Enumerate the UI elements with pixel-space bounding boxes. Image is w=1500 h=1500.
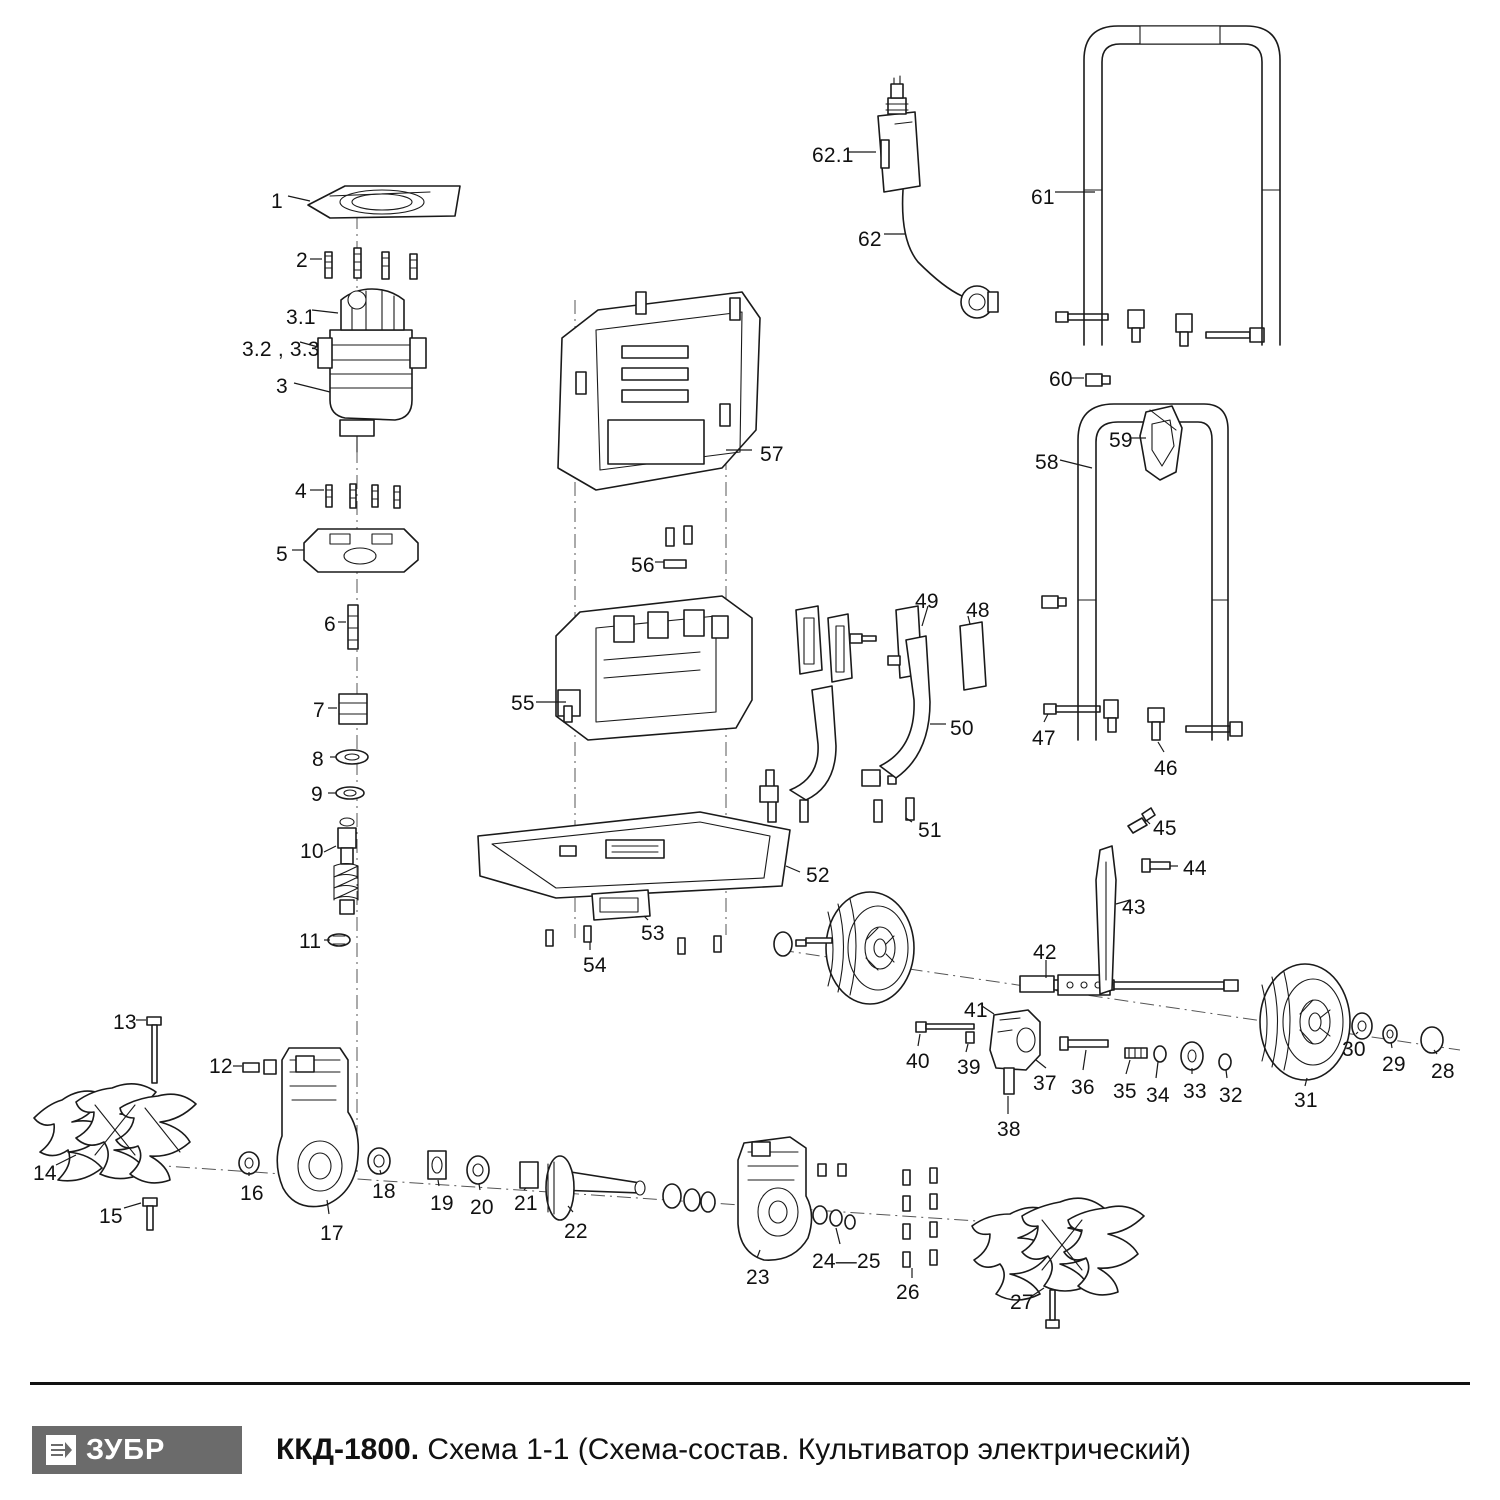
callout-5: 5 [276, 543, 288, 566]
callout-47: 47 [1032, 727, 1056, 750]
callout-8: 8 [312, 748, 324, 771]
callout-46: 46 [1154, 757, 1178, 780]
part-52 [478, 812, 790, 898]
callout-2: 2 [296, 249, 308, 272]
callout-58: 58 [1035, 451, 1059, 474]
callout-1: 1 [271, 190, 283, 213]
callout-39: 39 [957, 1056, 981, 1079]
part-9 [336, 787, 364, 799]
callout-14: 14 [33, 1162, 57, 1185]
callout-60: 60 [1049, 368, 1073, 391]
footer-divider [30, 1382, 1470, 1385]
callout-50: 50 [950, 717, 974, 740]
callout-32: 32 [1219, 1084, 1243, 1107]
callout-36: 36 [1071, 1076, 1095, 1099]
callout-18: 18 [372, 1180, 396, 1203]
callout-24-25: 24—25 [812, 1250, 881, 1273]
part-28 [1421, 1027, 1443, 1053]
callout-29: 29 [1382, 1053, 1406, 1076]
callout-48: 48 [966, 599, 990, 622]
callout-16: 16 [240, 1182, 264, 1205]
part-61-handle [1084, 26, 1280, 345]
part-49-50 [760, 606, 986, 802]
callout-37: 37 [1033, 1072, 1057, 1095]
part-54 [546, 926, 721, 954]
callout-23: 23 [746, 1266, 770, 1289]
part-23 [738, 1137, 812, 1260]
part-5 [304, 529, 418, 572]
part-2 [325, 248, 417, 279]
callout-20: 20 [470, 1196, 494, 1219]
callout-3: 3 [276, 375, 288, 398]
part-35 [1125, 1048, 1147, 1058]
part-16 [239, 1152, 259, 1174]
part-55 [556, 596, 752, 740]
callout-62-1: 62.1 [812, 144, 854, 167]
callout-13: 13 [113, 1011, 137, 1034]
brand-logo [32, 1426, 242, 1474]
callout-55: 55 [511, 692, 535, 715]
part-4 [326, 484, 400, 508]
callout-4: 4 [295, 480, 307, 503]
part-11 [328, 934, 350, 946]
part-6 [348, 605, 358, 649]
part-14-tines [34, 1084, 196, 1183]
part-22b [663, 1184, 715, 1212]
callout-41: 41 [964, 999, 988, 1022]
part-45 [1128, 808, 1155, 833]
callout-52: 52 [806, 864, 830, 887]
part-60 [1086, 374, 1110, 386]
callout-9: 9 [311, 783, 323, 806]
callout-43: 43 [1122, 896, 1146, 919]
part-34 [1154, 1046, 1166, 1062]
callout-28: 28 [1431, 1060, 1455, 1083]
part-18 [368, 1148, 390, 1174]
part-15 [143, 1198, 157, 1230]
part-62.1-switch [878, 76, 920, 192]
callout-38: 38 [997, 1118, 1021, 1141]
part-10 [334, 818, 358, 914]
part-44 [1142, 859, 1170, 872]
callout-3-2-3-3: 3.2 , 3.3 [242, 338, 320, 361]
brand-name: ЗУБР [86, 1433, 166, 1466]
callout-59: 59 [1109, 429, 1133, 452]
part-12 [243, 1060, 276, 1074]
handle-fasteners-top [1056, 310, 1264, 346]
part-17 [277, 1048, 358, 1207]
mid-clip [1042, 596, 1066, 608]
callout-27: 27 [1010, 1291, 1034, 1314]
callout-21: 21 [514, 1192, 538, 1215]
footer [0, 1400, 1500, 1500]
part-24-25 [813, 1206, 855, 1229]
part-57 [558, 292, 760, 490]
sheet-caption [276, 1433, 1191, 1467]
callout-56: 56 [631, 554, 655, 577]
callout-35: 35 [1113, 1080, 1137, 1103]
callout-3-1: 3.1 [286, 306, 316, 329]
part-62-cable [903, 190, 998, 318]
callout-11: 11 [299, 930, 322, 953]
callout-34: 34 [1146, 1084, 1170, 1107]
callout-15: 15 [99, 1205, 123, 1228]
callout-61: 61 [1031, 186, 1055, 209]
callout-33: 33 [1183, 1080, 1207, 1103]
part-21 [520, 1162, 538, 1188]
callout-45: 45 [1153, 817, 1177, 840]
callout-57: 57 [760, 443, 784, 466]
part-56 [664, 526, 692, 568]
model-code: ККД-1800. [276, 1433, 420, 1466]
part-8 [336, 750, 368, 764]
callout-26: 26 [896, 1281, 920, 1304]
part-53 [592, 890, 650, 920]
callout-62: 62 [858, 228, 882, 251]
part-43 [1096, 846, 1116, 994]
part-39-40 [916, 1022, 974, 1043]
part-59-lever [1140, 406, 1182, 480]
part-30 [1352, 1013, 1372, 1039]
callout-53: 53 [641, 922, 665, 945]
part-3-motor [318, 289, 426, 452]
arrow-in-square-icon [46, 1435, 76, 1465]
part-19 [428, 1151, 446, 1179]
part-32 [1219, 1054, 1231, 1070]
part-51 [766, 770, 914, 822]
callout-54: 54 [583, 954, 607, 977]
part-36 [1060, 1037, 1108, 1050]
callout-12: 12 [209, 1055, 233, 1078]
callout-10: 10 [300, 840, 324, 863]
scheme-title: Схема 1-1 (Схема-состав. Культиватор электрический) [427, 1433, 1192, 1466]
part-33 [1181, 1042, 1203, 1070]
left-wheel-hardware [774, 932, 832, 956]
part-1 [308, 186, 460, 218]
callout-51: 51 [918, 819, 942, 842]
part-42 [1020, 975, 1238, 995]
part-7 [339, 694, 367, 724]
callout-7: 7 [313, 699, 325, 722]
part-29 [1383, 1025, 1397, 1043]
callout-40: 40 [906, 1050, 930, 1073]
callout-17: 17 [320, 1222, 344, 1245]
callout-22: 22 [564, 1220, 588, 1243]
callout-19: 19 [430, 1192, 454, 1215]
part-22 [546, 1156, 645, 1220]
callout-42: 42 [1033, 941, 1057, 964]
part-27-tines [972, 1198, 1144, 1328]
part-31-wheel [1260, 964, 1350, 1080]
part-20 [467, 1156, 489, 1184]
callout-30: 30 [1342, 1038, 1366, 1061]
callout-49: 49 [915, 590, 939, 613]
callout-6: 6 [324, 613, 336, 636]
callout-31: 31 [1294, 1089, 1318, 1112]
callout-44: 44 [1183, 857, 1207, 880]
part-13 [147, 1017, 161, 1083]
left-wheel [826, 892, 914, 1004]
